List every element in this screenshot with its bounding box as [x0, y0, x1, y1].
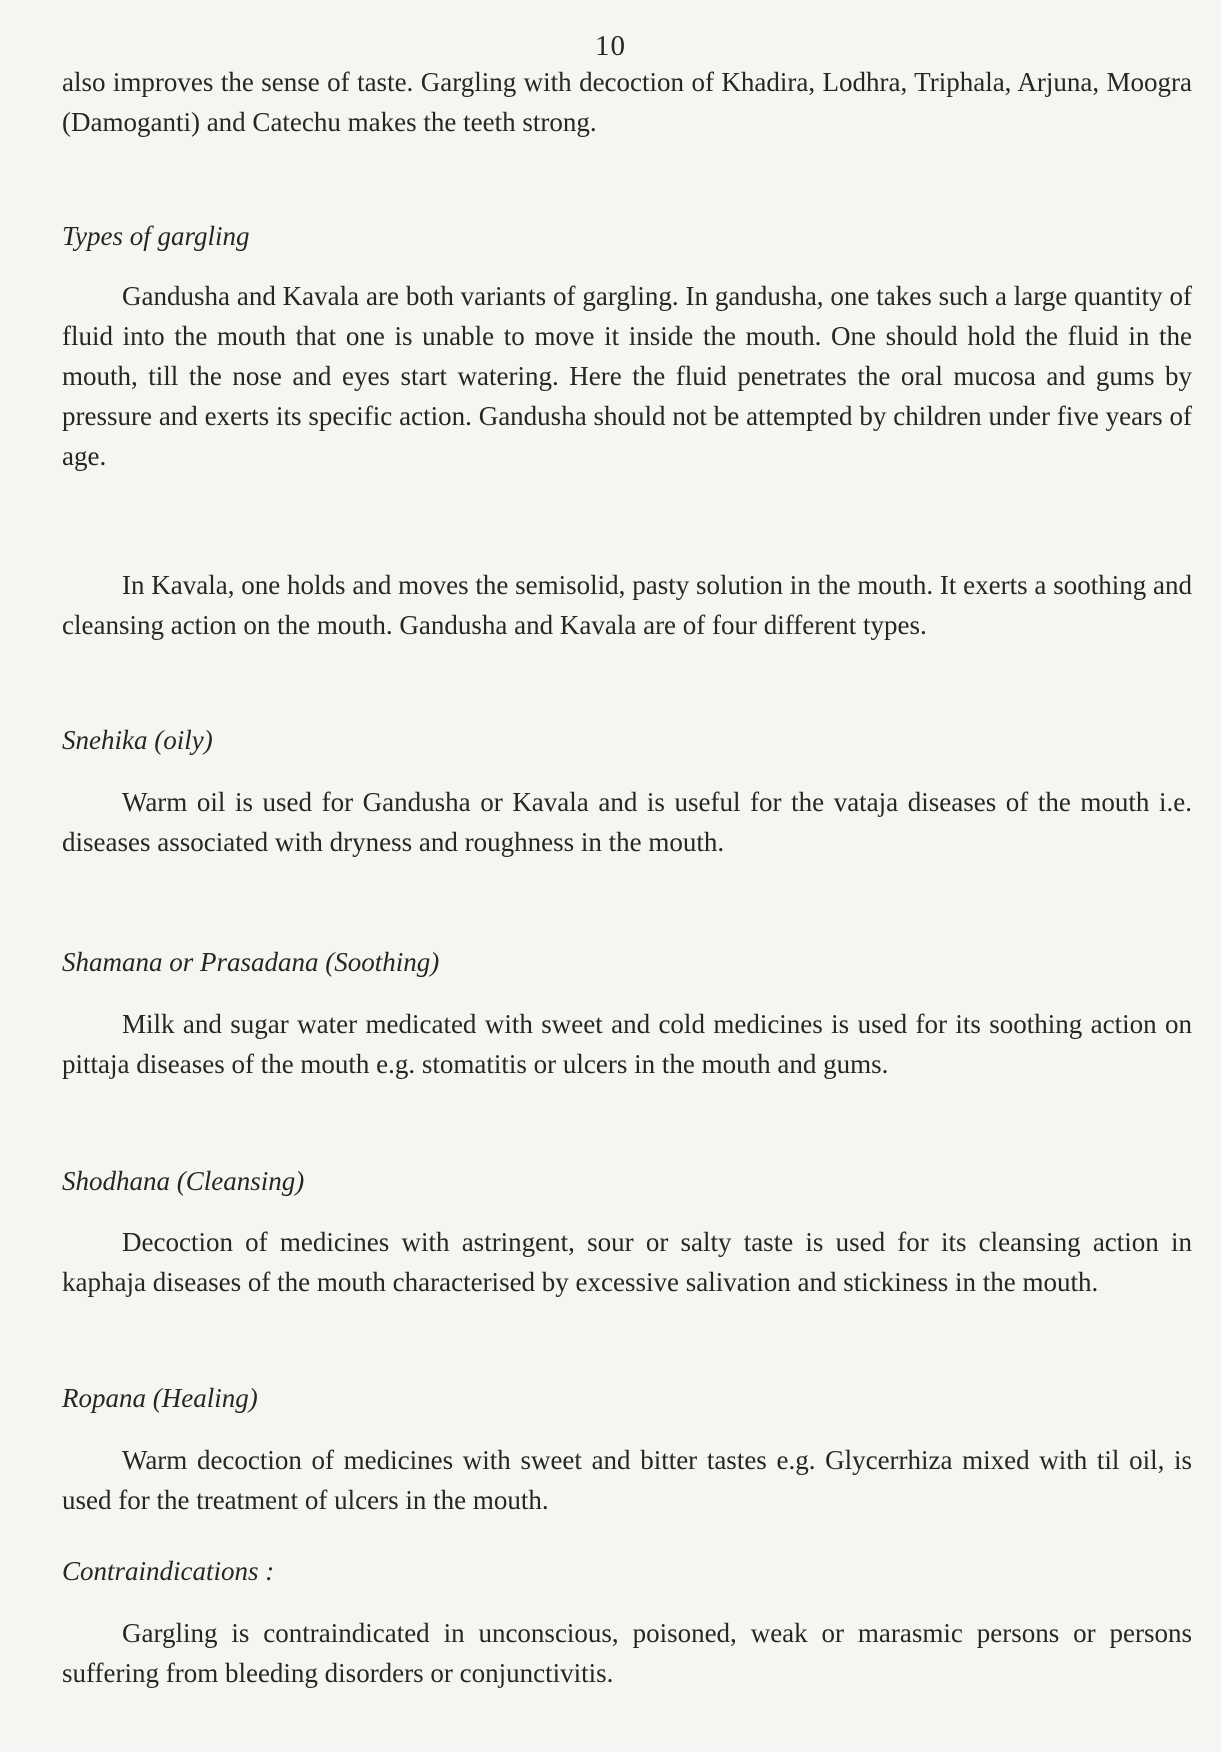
contraindications-paragraph: Gargling is contraindicated in unconscious, poisoned, weak or marasmic persons or persons suffering from bleeding disorders or conjunctivitis. — [62, 1618, 1192, 1688]
contraindications-heading: Contraindications : — [62, 1556, 275, 1586]
shodhana-heading: Shodhana (Cleansing) — [62, 1166, 305, 1196]
ropana-paragraph: Warm decoction of medicines with sweet and bitter tastes e.g. Glycerrhiza mixed with til oil, is used for the treatment of ulcers in the mouth. — [62, 1445, 1192, 1515]
shamana-paragraph: Milk and sugar water medicated with sweet and cold medicines is used for its soothing action on pittaja diseases of the mouth e.g. stomatitis or ulcers in the mouth and gums. — [62, 1009, 1192, 1079]
ropana-heading: Ropana (Healing) — [62, 1383, 258, 1413]
types-of-gargling-heading: Types of gargling — [62, 221, 250, 251]
shamana-heading: Shamana or Prasadana (Soothing) — [62, 947, 440, 977]
types-paragraph-2: In Kavala, one holds and moves the semisolid, pasty solution in the mouth. It exerts a soothing and cleansing action on the mouth. Gandusha and Kavala are of four different types. — [62, 570, 1192, 640]
intro-paragraph: also improves the sense of taste. Gargling with decoction of Khadira, Lodhra, Triphala, Arjuna, Moogra (Damoganti) and Catechu makes the teeth strong. — [62, 67, 1192, 137]
page-number: 10 — [595, 30, 626, 62]
snehika-heading: Snehika (oily) — [62, 725, 213, 755]
types-paragraph-1: Gandusha and Kavala are both variants of gargling. In gandusha, one takes such a large quantity of fluid into the mouth that one is unable to move it inside the mouth. One should hold the fluid in the mouth, till the nose and eyes start watering. Here the fluid penetrates the oral mucosa and gums by pressure and exerts its specific action. Gandusha should not be attempted by children under five years of age. — [62, 281, 1192, 471]
shodhana-paragraph: Decoction of medicines with astringent, sour or salty taste is used for its cleansing action in kaphaja diseases of the mouth characterised by excessive salivation and stickiness in the mouth. — [62, 1227, 1192, 1297]
snehika-paragraph: Warm oil is used for Gandusha or Kavala and is useful for the vataja diseases of the mouth i.e. diseases associated with dryness and roughness in the mouth. — [62, 787, 1192, 857]
